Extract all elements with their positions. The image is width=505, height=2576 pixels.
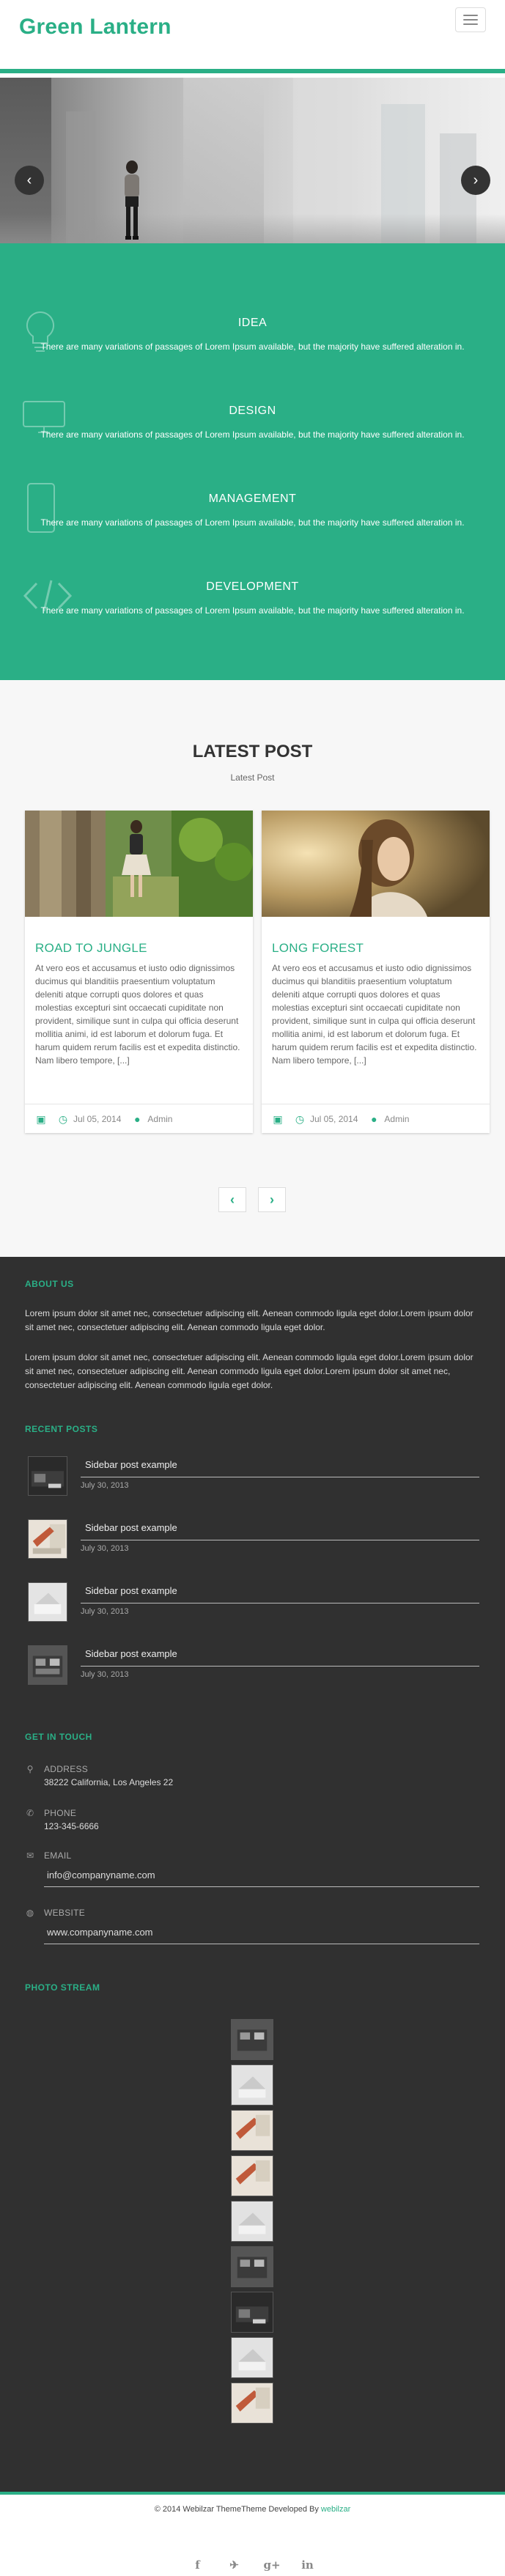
post-thumbnail[interactable] [262, 811, 490, 917]
slider-prev-button[interactable] [15, 166, 44, 195]
developer-link[interactable]: webilzar [320, 2505, 351, 2514]
feature-title: DESIGN [229, 405, 276, 417]
feature-management [0, 492, 505, 580]
post-author-text: Admin [147, 1113, 173, 1124]
post-thumbnail[interactable] [25, 811, 253, 917]
photo-stream-image[interactable] [231, 2201, 273, 2242]
photo-stream-image[interactable] [231, 2337, 273, 2378]
photo-stream-image[interactable] [231, 2292, 273, 2333]
copyright-text [0, 2505, 505, 2514]
linkedin-icon[interactable]: in [301, 2558, 314, 2572]
about-text: Lorem ipsum dolor sit amet nec, consectetuer adipiscing elit. Aenean commodo ligula eget dolor.Lorem ipsum dolor sit amet nec, consectetuer adipiscing elit. Aenean commodo ligula eget dolor.Lorem ipsum dolor sit amet nec, consectetuer adipiscing elit. Aenean commodo ligula eget dolor. [25, 1352, 473, 1390]
feature-title: MANAGEMENT [208, 492, 297, 505]
about-text: Lorem ipsum dolor sit amet nec, consectetuer adipiscing elit. Aenean commodo ligula eget dolor.Lorem ipsum dolor sit amet nec, consectetuer adipiscing elit. Aenean commodo ligula eget dolor. [25, 1308, 473, 1332]
menu-toggle-button[interactable] [455, 7, 486, 32]
clock-icon: ◷ [295, 1112, 305, 1125]
user-icon: ● [134, 1112, 141, 1125]
recent-post-thumbnail [28, 1456, 67, 1496]
recent-post-thumbnail [28, 1582, 67, 1622]
feature-text: There are many variations of passages of Lorem Ipsum available, but the majority have suffered alteration in. [40, 342, 465, 352]
recent-post-date: July 30, 2013 [81, 1544, 129, 1553]
feature-text: There are many variations of passages of Lorem Ipsum available, but the majority have suffered alteration in. [40, 605, 465, 616]
chevron-right-icon: › [473, 171, 479, 188]
contact-label: EMAIL [44, 1850, 72, 1861]
post-meta [25, 1104, 253, 1133]
feature-development [0, 580, 505, 668]
recent-post-item[interactable] [28, 1578, 479, 1631]
features-section [0, 243, 505, 680]
photo-stream-image[interactable] [231, 2019, 273, 2060]
user-icon: ● [371, 1112, 377, 1125]
recent-post-date: July 30, 2013 [81, 1481, 129, 1490]
feature-title: DEVELOPMENT [206, 580, 299, 593]
posts-next-button[interactable] [258, 1187, 286, 1212]
facebook-icon[interactable]: f [195, 2558, 200, 2572]
contact-address [25, 1764, 479, 1793]
site-logo[interactable]: Green Lantern [19, 15, 172, 39]
feature-idea [0, 317, 505, 405]
contact-label: PHONE [44, 1808, 77, 1818]
feature-text: There are many variations of passages of Lorem Ipsum available, but the majority have suffered alteration in. [40, 517, 465, 528]
contact-label: ADDRESS [44, 1764, 89, 1774]
recent-post-item[interactable] [28, 1641, 479, 1694]
hamburger-menu-icon [463, 15, 478, 16]
recent-posts-title: RECENT POSTS [25, 1424, 98, 1434]
latest-post-section [0, 680, 505, 1257]
post-date-text: Jul 05, 2014 [73, 1113, 122, 1124]
post-date [57, 1113, 121, 1125]
social-links [0, 2558, 505, 2572]
recent-post-thumbnail [28, 1519, 67, 1559]
phone-icon: ✆ [26, 1808, 34, 1818]
post-card [262, 811, 490, 1133]
photo-stream-image[interactable] [231, 2110, 273, 2151]
post-card [25, 811, 253, 1133]
slide-person-image [116, 160, 148, 243]
post-author[interactable] [368, 1113, 409, 1125]
photo-stream-image[interactable] [231, 2246, 273, 2287]
site-header [0, 0, 505, 73]
post-title[interactable]: LONG FOREST [272, 941, 364, 955]
post-title[interactable]: ROAD TO JUNGLE [35, 941, 147, 955]
recent-post-title: Sidebar post example [85, 1522, 177, 1533]
contact-email [25, 1850, 479, 1892]
posts-prev-button[interactable] [218, 1187, 246, 1212]
image-icon: ▣ [36, 1112, 46, 1125]
site-footer [0, 1257, 505, 2492]
post-format [272, 1113, 284, 1125]
photo-stream-title: PHOTO STREAM [25, 1982, 100, 1993]
hamburger-menu-icon-bar [463, 19, 478, 21]
post-date [294, 1113, 358, 1125]
get-in-touch-title: GET IN TOUCH [25, 1732, 92, 1742]
photo-stream-image[interactable] [231, 2383, 273, 2424]
feature-design [0, 405, 505, 492]
section-subtitle: Latest Post [230, 772, 275, 783]
twitter-icon[interactable]: ✈ [229, 2558, 239, 2572]
contact-value: 38222 California, Los Angeles 22 [44, 1777, 174, 1787]
post-excerpt: At vero eos et accusamus et iusto odio dignissimos ducimus qui blanditiis praesentium voluptatum deleniti atque corrupti quos dolores et quas molestias excepturi sint occaecati cupiditate non provident, similique sunt in culpa qui officia deserunt mollitia animi, id est laborum et dolorum fuga. Et harum quidem rerum facilis est et expedita distinctio. Nam libero tempore, [...] [35, 963, 240, 1066]
recent-post-item[interactable] [28, 1515, 479, 1568]
website-field[interactable]: www.companyname.com [44, 1922, 479, 1944]
post-author[interactable] [131, 1113, 172, 1125]
chevron-left-icon: ‹ [26, 171, 32, 188]
contact-phone [25, 1808, 479, 1837]
envelope-icon: ✉ [26, 1850, 34, 1861]
map-pin-icon: ⚲ [26, 1764, 34, 1774]
post-date-text: Jul 05, 2014 [310, 1113, 358, 1124]
recent-post-title: Sidebar post example [85, 1648, 177, 1659]
photo-stream-image[interactable] [231, 2064, 273, 2106]
photo-stream-image[interactable] [231, 2155, 273, 2196]
chevron-left-icon: ‹ [230, 1192, 235, 1207]
slider-next-button[interactable] [461, 166, 490, 195]
recent-post-item[interactable] [28, 1452, 479, 1505]
post-format [35, 1113, 47, 1125]
recent-post-title: Sidebar post example [85, 1459, 177, 1470]
hamburger-menu-icon-bar [463, 23, 478, 25]
post-author-text: Admin [384, 1113, 410, 1124]
feature-text: There are many variations of passages of Lorem Ipsum available, but the majority have suffered alteration in. [40, 429, 465, 440]
globe-icon: ◍ [26, 1908, 34, 1918]
copyright-bar [0, 2492, 505, 2576]
contact-label: WEBSITE [44, 1908, 86, 1918]
divider [81, 1666, 479, 1667]
recent-post-date: July 30, 2013 [81, 1607, 129, 1616]
post-excerpt: At vero eos et accusamus et iusto odio dignissimos ducimus qui blanditiis praesentium voluptatum deleniti atque corrupti quos dolores et quas molestias excepturi sint occaecati cupiditate non provident, similique sunt in culpa qui officia deserunt mollitia animi, id est laborum et dolorum fuga. Et harum quidem rerum facilis est et expedita distinctio. Nam libero tempore, [...] [272, 963, 477, 1066]
recent-post-title: Sidebar post example [85, 1585, 177, 1596]
image-icon: ▣ [273, 1112, 283, 1125]
section-title: LATEST POST [192, 742, 313, 761]
recent-post-thumbnail [28, 1645, 67, 1685]
copyright-label: © 2014 Webilzar ThemeTheme Developed By [154, 2505, 319, 2514]
hero-slider [0, 78, 505, 243]
slide-ground [0, 214, 505, 243]
recent-post-date: July 30, 2013 [81, 1670, 129, 1679]
feature-title: IDEA [237, 317, 268, 329]
google-plus-icon[interactable]: g+ [263, 2558, 281, 2572]
contact-value: 123-345-6666 [44, 1821, 99, 1831]
about-title: ABOUT US [25, 1279, 74, 1289]
email-field[interactable]: info@companyname.com [44, 1865, 479, 1887]
post-meta [262, 1104, 490, 1133]
chevron-right-icon: › [270, 1192, 274, 1207]
contact-website [25, 1908, 479, 1949]
clock-icon: ◷ [58, 1112, 68, 1125]
